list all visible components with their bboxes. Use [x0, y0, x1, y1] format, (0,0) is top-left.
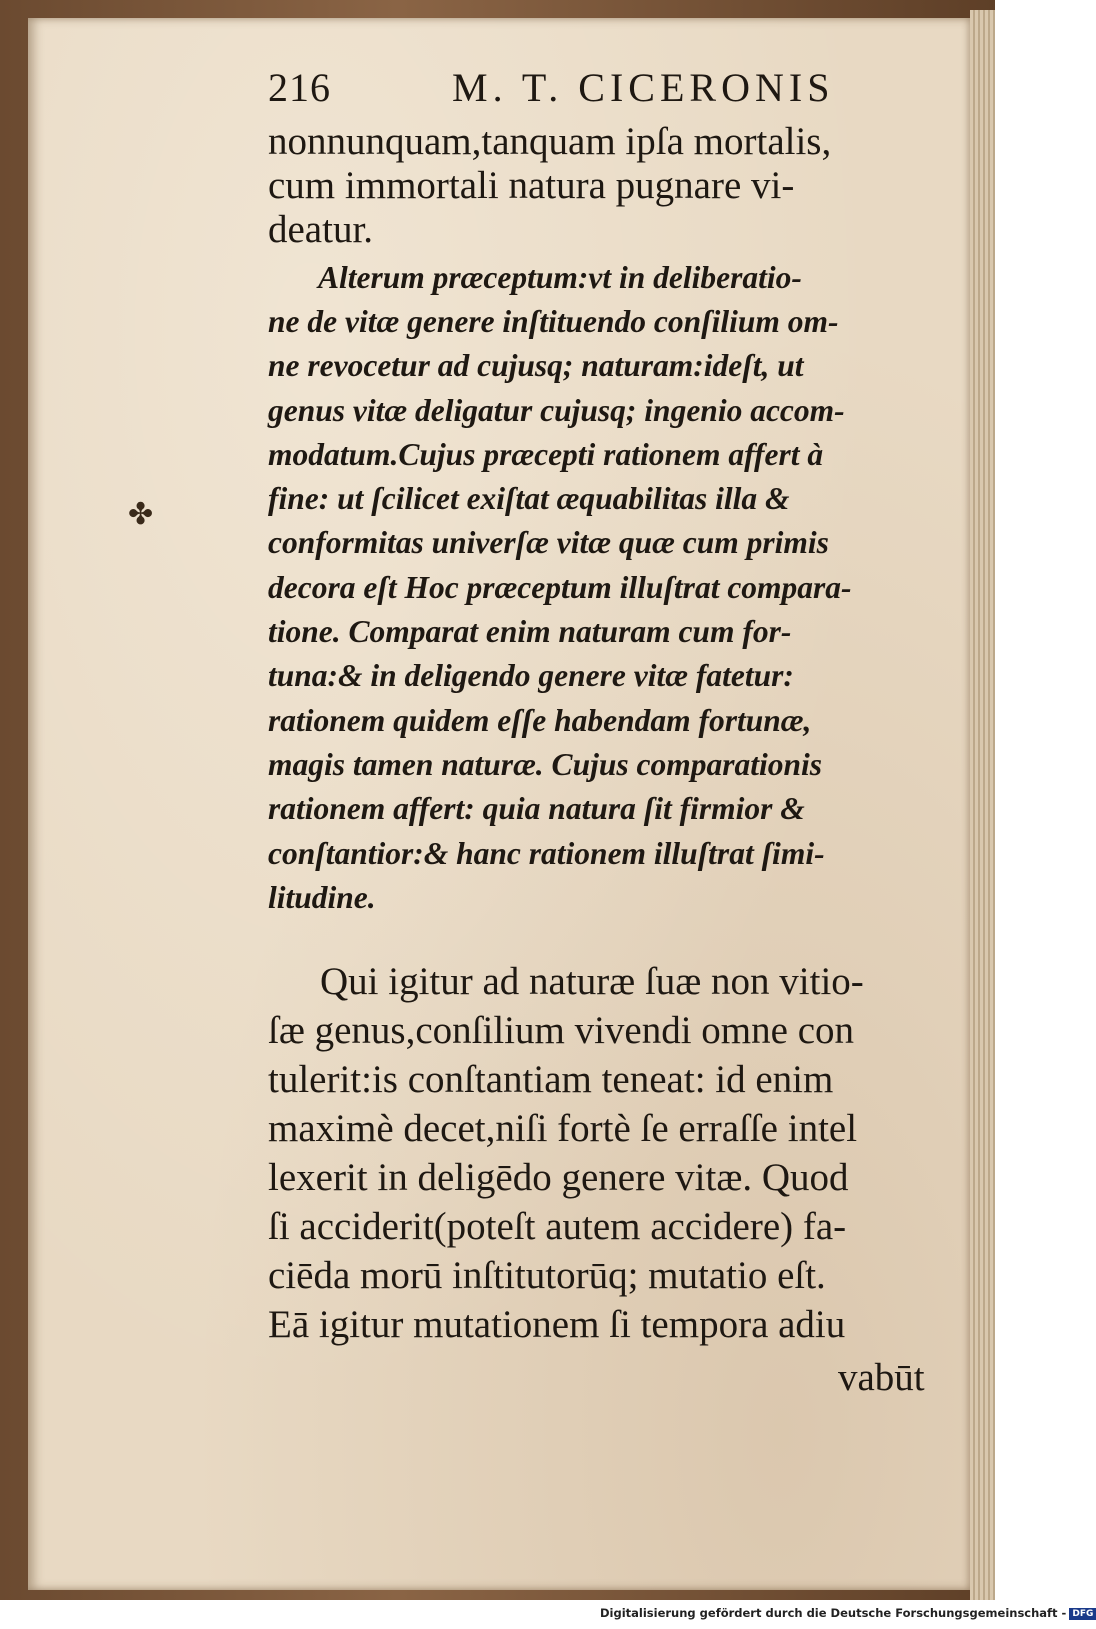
text-line: deatur. — [268, 208, 374, 251]
text-line: tione. Comparat enim naturam cum for- — [268, 614, 792, 650]
text-line: lexerit in deligēdo genere vitæ. Quod — [268, 1156, 849, 1199]
text-line: cum immortali natura pugnare vi- — [268, 164, 795, 207]
text-line: ne revocetur ad cujusq; naturam:ideſt, ut — [268, 348, 804, 384]
text-line: tuna:& in deligendo genere vitæ fatetur: — [268, 658, 794, 694]
text-line: litudine. — [268, 879, 376, 915]
text-line: tulerit:is conſtantiam teneat: id enim — [268, 1058, 834, 1101]
text-line: ne de vitæ genere inſtituendo conſilium om- — [268, 304, 839, 339]
text-line: genus vitæ deligatur cujusq; ingenio accom- — [268, 392, 845, 428]
text-line: rationem quidem eſſe habendam fortunæ, — [268, 702, 812, 738]
digitization-footer — [600, 1606, 1094, 1626]
text-line: modatum.Cujus præcepti rationem affert à — [268, 436, 824, 472]
text-line: nonnunquam,tanquam ipſa mortalis, — [268, 120, 832, 163]
text-line: magis tamen naturæ. Cujus comparationis — [268, 746, 823, 782]
text-line: Alterum præceptum:vt in deliberatio- — [318, 260, 802, 295]
running-title: M. T. CICERONIS — [452, 65, 835, 110]
text-line: ſæ genus,conſilium vivendi omne con — [268, 1009, 855, 1052]
page-edges — [970, 10, 995, 1600]
text-line: Eā igitur mutationem ſi tempora adiu — [268, 1303, 846, 1346]
text-line: conformitas univerſæ vitæ quæ cum primis — [268, 525, 829, 561]
page-number: 216 — [268, 65, 331, 110]
footer-notice: Digitalisierung gefördert durch die Deutsche Forschungsgemeinschaft - — [600, 1606, 1067, 1620]
paragraph-1 — [268, 120, 958, 252]
text-line: rationem affert: quia natura ſit firmior & — [268, 791, 805, 827]
text-line: Qui igitur ad naturæ ſuæ non vitio- — [320, 960, 864, 1003]
paragraph-2-first-line — [320, 960, 1010, 1004]
commentary-block — [268, 300, 958, 920]
text-line: conſtantior:& hanc rationem illuſtrat ſimi- — [268, 835, 825, 871]
paragraph-2 — [268, 1009, 958, 1352]
page-header — [268, 64, 868, 112]
text-line: ciēda morū inſtitutorūq; mutatio eſt. — [268, 1254, 826, 1297]
commentary-first-line — [318, 256, 1008, 300]
dfg-logo: DFG — [1069, 1608, 1096, 1620]
margin-mark: ✤ — [128, 498, 154, 531]
text-line: fine: ut ſcilicet exiſtat æquabilitas illa & — [268, 481, 790, 517]
text-line: maximè decet,niſi fortè ſe erraſſe intel — [268, 1107, 858, 1150]
text-line: decora eſt Hoc præceptum illuſtrat compara- — [268, 569, 852, 605]
catchword: vabūt — [838, 1356, 925, 1399]
text-line: ſi acciderit(poteſt autem accidere) fa- — [268, 1205, 847, 1248]
